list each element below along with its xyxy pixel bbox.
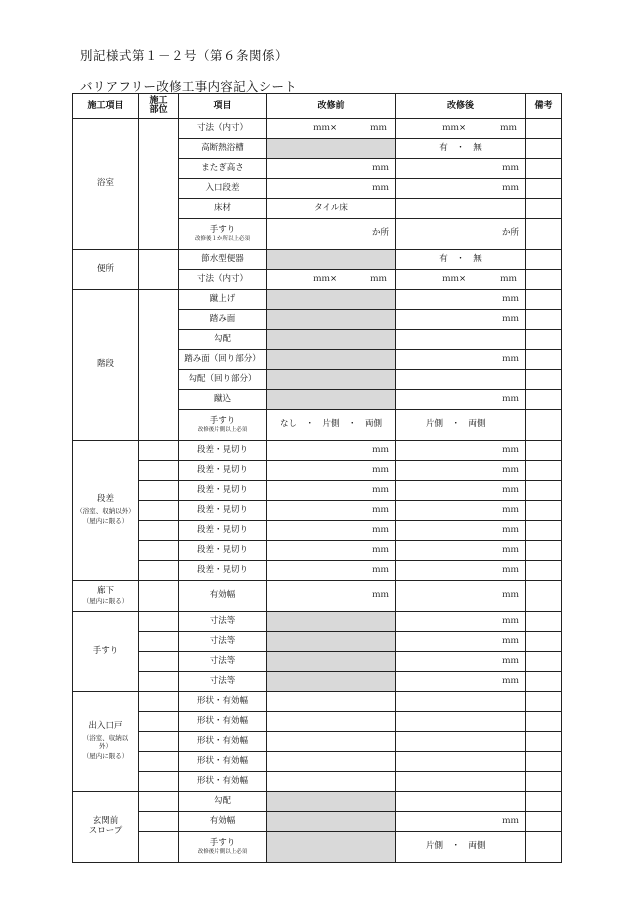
item-label: またぎ高さ <box>179 159 267 179</box>
item-label: 寸法（内寸） <box>179 270 267 290</box>
item-label: 節水型便器 <box>179 250 267 270</box>
remarks-cell[interactable] <box>526 541 562 561</box>
table-row <box>73 732 562 752</box>
remarks-cell[interactable] <box>526 632 562 652</box>
area-cell[interactable] <box>139 712 179 732</box>
after-cell[interactable]: か所 <box>396 219 526 250</box>
remarks-cell[interactable] <box>526 310 562 330</box>
item-label: 有効幅 <box>179 812 267 832</box>
col-remarks: 備考 <box>526 94 562 119</box>
area-cell[interactable] <box>139 441 179 461</box>
item-label: 段差・見切り <box>179 501 267 521</box>
handrail-note: 改修後片側以上必須 <box>197 426 248 433</box>
before-cell-disabled <box>267 290 396 310</box>
remarks-cell[interactable] <box>526 792 562 812</box>
before-cell[interactable]: ｍｍ <box>267 481 396 501</box>
after-cell[interactable]: 有 ・ 無 <box>396 139 526 159</box>
after-cell[interactable] <box>396 732 526 752</box>
before-cell-disabled <box>267 330 396 350</box>
area-cell[interactable] <box>139 501 179 521</box>
area-cell[interactable] <box>139 521 179 541</box>
table-row <box>73 832 562 863</box>
area-cell[interactable] <box>139 119 179 250</box>
item-label: 勾配 <box>179 330 267 350</box>
before-cell[interactable]: ｍｍ <box>267 179 396 199</box>
area-cell[interactable] <box>139 461 179 481</box>
remarks-cell[interactable] <box>526 461 562 481</box>
category-stairs: 階段 <box>73 290 139 441</box>
table-row <box>73 752 562 772</box>
table-row <box>73 792 562 812</box>
after-cell[interactable]: 有 ・ 無 <box>396 250 526 270</box>
remarks-cell[interactable] <box>526 712 562 732</box>
after-cell[interactable]: ｍｍ <box>396 652 526 672</box>
area-cell[interactable] <box>139 692 179 712</box>
table-row <box>73 672 562 692</box>
after-cell[interactable]: ｍｍ <box>396 390 526 410</box>
after-cell[interactable] <box>396 370 526 390</box>
category-toilet: 便所 <box>73 250 139 290</box>
corridor-note: （屋内に限る） <box>82 596 129 605</box>
after-cell[interactable]: 片側 ・ 両側 <box>396 410 526 441</box>
col-work-area: 施工 部位 <box>139 94 179 119</box>
before-cell[interactable]: ｍｍ <box>267 501 396 521</box>
remarks-cell[interactable] <box>526 330 562 350</box>
item-label: 高断熱浴槽 <box>179 139 267 159</box>
category-steps <box>73 441 139 581</box>
after-cell[interactable] <box>396 330 526 350</box>
before-cell[interactable]: ｍｍ <box>267 541 396 561</box>
handrail-label: 手すり <box>209 224 236 235</box>
before-cell[interactable]: ｍｍ <box>267 581 396 612</box>
after-cell[interactable] <box>396 692 526 712</box>
before-cell[interactable] <box>267 712 396 732</box>
item-label: 蹴上げ <box>179 290 267 310</box>
item-label: 寸法等 <box>179 672 267 692</box>
door-label: 出入口戸 <box>88 721 123 732</box>
door-note-2: 外） <box>99 741 112 750</box>
after-cell[interactable]: ｍｍ <box>396 481 526 501</box>
item-label: 入口段差 <box>179 179 267 199</box>
before-cell[interactable]: ｍｍ <box>267 561 396 581</box>
area-cell[interactable] <box>139 290 179 441</box>
steps-note-1: （浴室、収納以外） <box>76 506 135 515</box>
table-row <box>73 632 562 652</box>
item-label <box>179 219 267 250</box>
area-cell[interactable] <box>139 812 179 832</box>
handrail-label: 手すり <box>209 837 236 848</box>
unit-label: ｍｍ <box>369 122 387 133</box>
door-note-3: （屋内に限る） <box>82 752 129 761</box>
before-cell[interactable] <box>267 119 396 139</box>
remarks-cell[interactable] <box>526 481 562 501</box>
table-row <box>73 612 562 632</box>
after-cell[interactable]: ｍｍ <box>396 290 526 310</box>
remarks-cell[interactable] <box>526 732 562 752</box>
before-cell-disabled <box>267 390 396 410</box>
remarks-cell[interactable] <box>526 752 562 772</box>
after-cell[interactable] <box>396 792 526 812</box>
area-cell[interactable] <box>139 772 179 792</box>
item-label: 踏み面 <box>179 310 267 330</box>
item-label: 段差・見切り <box>179 481 267 501</box>
item-label: 段差・見切り <box>179 541 267 561</box>
before-cell-disabled <box>267 632 396 652</box>
remarks-cell[interactable] <box>526 159 562 179</box>
after-cell[interactable]: ｍｍ <box>396 501 526 521</box>
remarks-cell[interactable] <box>526 139 562 159</box>
after-cell[interactable]: ｍｍ <box>396 612 526 632</box>
unit-label: ｍｍ× <box>313 273 338 284</box>
item-label: 寸法等 <box>179 632 267 652</box>
before-cell[interactable]: ｍｍ <box>267 441 396 461</box>
remarks-cell[interactable] <box>526 832 562 863</box>
after-cell[interactable]: 片側 ・ 両側 <box>396 832 526 863</box>
remarks-cell[interactable] <box>526 350 562 370</box>
after-cell[interactable] <box>396 712 526 732</box>
col-item: 項目 <box>179 94 267 119</box>
table-row <box>73 521 562 541</box>
after-cell[interactable]: ｍｍ <box>396 672 526 692</box>
after-cell[interactable] <box>396 772 526 792</box>
item-label: 形状・有効幅 <box>179 712 267 732</box>
table-row <box>73 772 562 792</box>
remarks-cell[interactable] <box>526 290 562 310</box>
after-cell[interactable]: ｍｍ <box>396 521 526 541</box>
table-row <box>73 461 562 481</box>
remarks-cell[interactable] <box>526 250 562 270</box>
unit-label: ｍｍ× <box>313 122 338 133</box>
item-label: 段差・見切り <box>179 461 267 481</box>
before-cell-disabled <box>267 310 396 330</box>
after-cell[interactable] <box>396 119 526 139</box>
after-cell[interactable]: ｍｍ <box>396 179 526 199</box>
category-entrance-slope: 玄関前 スロープ <box>73 792 139 863</box>
door-note-1: （浴室、収納以 <box>82 734 129 743</box>
item-label <box>179 832 267 863</box>
before-cell-disabled <box>267 350 396 370</box>
item-label: 形状・有効幅 <box>179 772 267 792</box>
after-cell[interactable] <box>396 199 526 219</box>
remarks-cell[interactable] <box>526 561 562 581</box>
work-content-table <box>72 93 562 863</box>
table-row <box>73 581 562 612</box>
after-cell[interactable]: ｍｍ <box>396 159 526 179</box>
before-cell-disabled <box>267 250 396 270</box>
table-row <box>73 712 562 732</box>
remarks-cell[interactable] <box>526 612 562 632</box>
remarks-cell[interactable] <box>526 581 562 612</box>
item-label: 形状・有効幅 <box>179 732 267 752</box>
item-label: 床材 <box>179 199 267 219</box>
before-cell-disabled <box>267 612 396 632</box>
item-label: 寸法等 <box>179 652 267 672</box>
area-cell[interactable] <box>139 581 179 612</box>
table-row <box>73 541 562 561</box>
category-handrail: 手すり <box>73 612 139 692</box>
area-cell[interactable] <box>139 632 179 652</box>
steps-label: 段差 <box>96 494 114 505</box>
table-row <box>73 250 562 270</box>
col-after: 改修後 <box>396 94 526 119</box>
col-work-item: 施工項目 <box>73 94 139 119</box>
table-row <box>73 290 562 310</box>
remarks-cell[interactable] <box>526 410 562 441</box>
before-cell[interactable] <box>267 732 396 752</box>
before-cell[interactable]: タイル床 <box>267 199 396 219</box>
before-cell-disabled <box>267 792 396 812</box>
remarks-cell[interactable] <box>526 119 562 139</box>
area-cell[interactable] <box>139 672 179 692</box>
area-cell[interactable] <box>139 832 179 863</box>
category-door <box>73 692 139 792</box>
area-cell[interactable] <box>139 752 179 772</box>
remarks-cell[interactable] <box>526 772 562 792</box>
before-cell-disabled <box>267 812 396 832</box>
remarks-cell[interactable] <box>526 501 562 521</box>
area-cell[interactable] <box>139 652 179 672</box>
remarks-cell[interactable] <box>526 521 562 541</box>
item-label: 形状・有効幅 <box>179 752 267 772</box>
before-cell-disabled <box>267 139 396 159</box>
remarks-cell[interactable] <box>526 370 562 390</box>
item-label: 形状・有効幅 <box>179 692 267 712</box>
table-row <box>73 561 562 581</box>
item-label: 寸法（内寸） <box>179 119 267 139</box>
item-label: 有効幅 <box>179 581 267 612</box>
area-cell[interactable] <box>139 541 179 561</box>
item-label: 段差・見切り <box>179 441 267 461</box>
after-cell[interactable]: ｍｍ <box>396 632 526 652</box>
unit-label: ｍｍ× <box>442 122 467 133</box>
table-row <box>73 692 562 712</box>
before-cell[interactable]: なし ・ 片側 ・ 両側 <box>267 410 396 441</box>
after-cell[interactable] <box>396 270 526 290</box>
after-cell[interactable]: ｍｍ <box>396 441 526 461</box>
remarks-cell[interactable] <box>526 219 562 250</box>
item-label: 段差・見切り <box>179 521 267 541</box>
table-row <box>73 812 562 832</box>
table-row <box>73 481 562 501</box>
table-row <box>73 501 562 521</box>
steps-note-2: （屋内に限る） <box>82 517 129 526</box>
before-cell-disabled <box>267 370 396 390</box>
sheet-title: バリアフリー改修工事内容記入シート <box>80 79 298 94</box>
area-cell[interactable] <box>139 561 179 581</box>
item-label: 勾配（回り部分） <box>179 370 267 390</box>
after-cell[interactable]: ｍｍ <box>396 812 526 832</box>
before-cell[interactable] <box>267 752 396 772</box>
remarks-cell[interactable] <box>526 270 562 290</box>
after-cell[interactable]: ｍｍ <box>396 310 526 330</box>
table-row <box>73 652 562 672</box>
unit-label: ｍｍ <box>369 273 387 284</box>
after-cell[interactable]: ｍｍ <box>396 461 526 481</box>
remarks-cell[interactable] <box>526 441 562 461</box>
area-cell[interactable] <box>139 792 179 812</box>
after-cell[interactable]: ｍｍ <box>396 581 526 612</box>
before-cell-disabled <box>267 832 396 863</box>
before-cell[interactable] <box>267 772 396 792</box>
area-cell[interactable] <box>139 732 179 752</box>
remarks-cell[interactable] <box>526 390 562 410</box>
before-cell[interactable] <box>267 692 396 712</box>
area-cell[interactable] <box>139 481 179 501</box>
before-cell-disabled <box>267 652 396 672</box>
remarks-cell[interactable] <box>526 672 562 692</box>
handrail-note: 改修後１か所以上必須 <box>194 235 250 242</box>
before-cell[interactable]: ｍｍ <box>267 159 396 179</box>
col-before: 改修前 <box>267 94 396 119</box>
before-cell[interactable]: ｍｍ <box>267 521 396 541</box>
item-label <box>179 410 267 441</box>
remarks-cell[interactable] <box>526 652 562 672</box>
handrail-label: 手すり <box>209 415 236 426</box>
after-cell[interactable]: ｍｍ <box>396 541 526 561</box>
after-cell[interactable]: ｍｍ <box>396 350 526 370</box>
header-row <box>73 94 562 119</box>
remarks-cell[interactable] <box>526 692 562 712</box>
unit-label: ｍｍ× <box>442 273 467 284</box>
area-cell[interactable] <box>139 250 179 290</box>
item-label: 勾配 <box>179 792 267 812</box>
item-label: 段差・見切り <box>179 561 267 581</box>
category-bathroom: 浴室 <box>73 119 139 250</box>
before-cell[interactable] <box>267 270 396 290</box>
after-cell[interactable] <box>396 752 526 772</box>
table-row <box>73 441 562 461</box>
table-row <box>73 119 562 139</box>
area-cell[interactable] <box>139 612 179 632</box>
unit-label: ｍｍ <box>499 273 517 284</box>
unit-label: ｍｍ <box>499 122 517 133</box>
form-reference: 別記様式第１－２号（第６条関係） <box>80 48 289 63</box>
item-label: 踏み面（回り部分） <box>179 350 267 370</box>
item-label: 蹴込 <box>179 390 267 410</box>
remarks-cell[interactable] <box>526 179 562 199</box>
remarks-cell[interactable] <box>526 199 562 219</box>
corridor-label: 廊下 <box>96 585 114 596</box>
before-cell[interactable]: ｍｍ <box>267 461 396 481</box>
before-cell-disabled <box>267 672 396 692</box>
after-cell[interactable]: ｍｍ <box>396 561 526 581</box>
remarks-cell[interactable] <box>526 812 562 832</box>
category-corridor <box>73 581 139 612</box>
handrail-note: 改修後片側以上必須 <box>197 848 248 855</box>
item-label: 寸法等 <box>179 612 267 632</box>
before-cell[interactable]: か所 <box>267 219 396 250</box>
